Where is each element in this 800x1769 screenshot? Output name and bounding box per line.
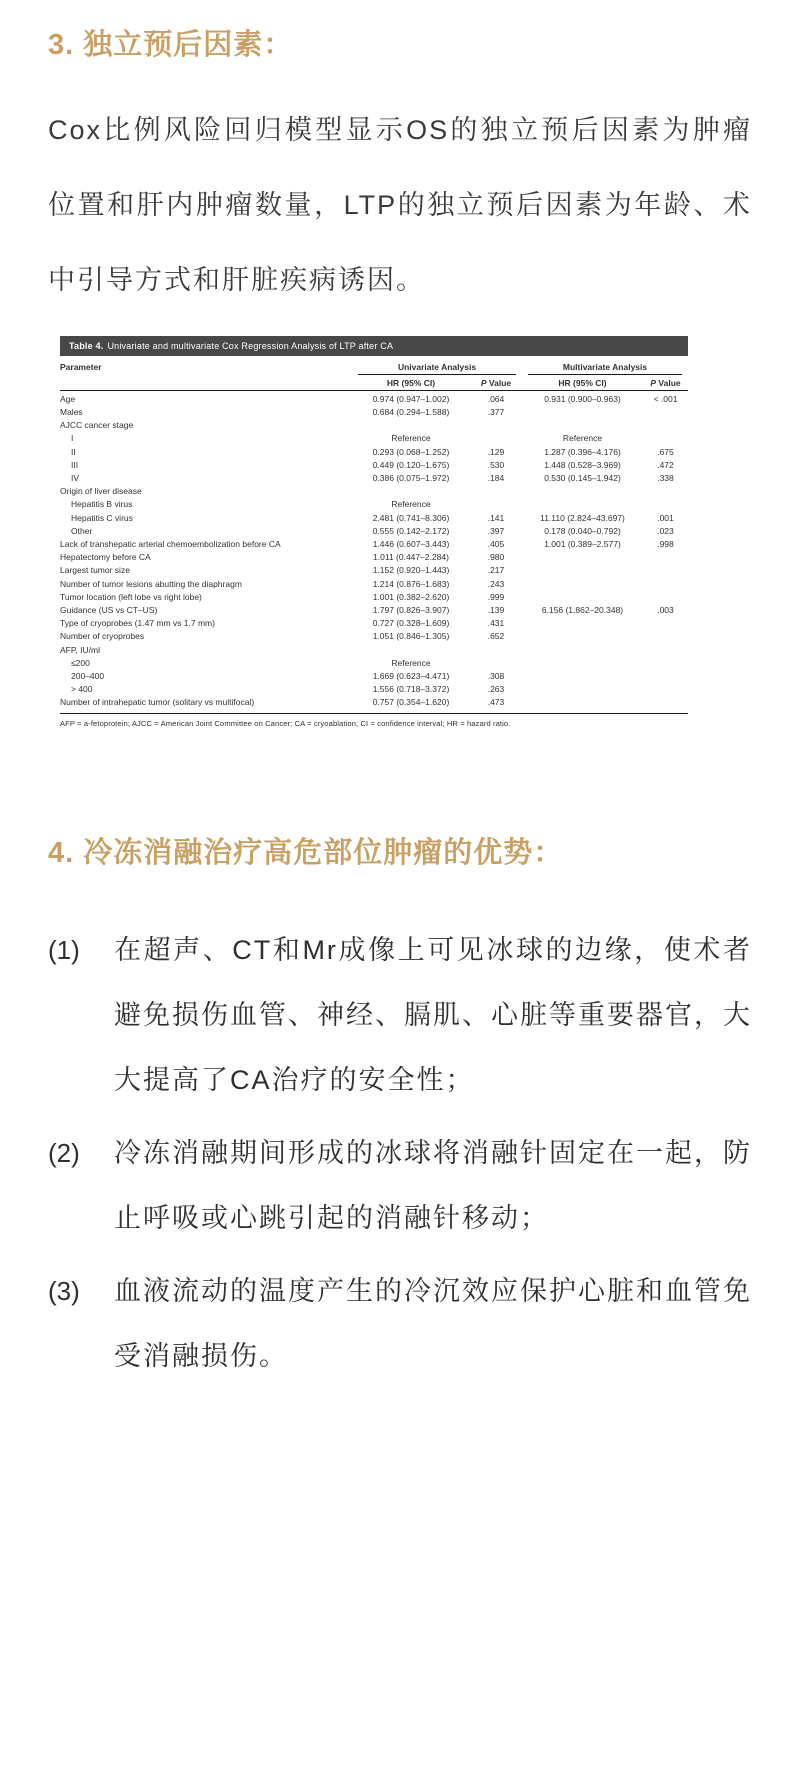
table-row (60, 578, 688, 591)
table-cell-value: 0.530 (0.145–1.942) (544, 473, 621, 484)
table-cell-value: 0.386 (0.075–1.972) (372, 473, 450, 484)
table-cell-parameter: Number of intrahepatic tumor (solitary vs multifocal) (60, 697, 255, 708)
table-cell-value: .999 (487, 591, 505, 602)
table-row (60, 683, 688, 696)
table-cell-value (522, 670, 643, 683)
table-cell-value: 0.727 (0.328–1.609) (372, 618, 450, 629)
table-cell-parameter: Largest tumor size (60, 565, 130, 576)
table-row (60, 551, 688, 564)
table-cell-value (643, 670, 688, 683)
table-cell-value: .129 (487, 446, 505, 457)
table-cell-parameter: Hepatectomy before CA (60, 552, 151, 563)
table-group-multivariate: Multivariate Analysis (528, 362, 682, 375)
table-cell-value: .472 (657, 459, 674, 470)
table-cell-value: .338 (657, 473, 674, 484)
table-cell-value: .023 (657, 525, 674, 536)
table-cell-value: .308 (487, 671, 505, 682)
table-cell-value (522, 644, 643, 657)
table-cell-parameter: Origin of liver disease (60, 486, 142, 497)
table-body (60, 391, 688, 714)
table-cell-value (643, 578, 688, 591)
table-cell-value (470, 657, 522, 670)
table-cell-value: 1.001 (0.389–2.577) (544, 539, 621, 550)
table-cell-parameter: Lack of transhepatic arterial chemoembolization before CA (60, 539, 281, 550)
table-cell-value: 1.556 (0.718–3.372) (372, 684, 450, 695)
table-cell-value: .243 (487, 578, 505, 589)
table-cell-value (352, 644, 470, 657)
table-cell-parameter: Age (60, 393, 76, 404)
table-row (60, 512, 688, 525)
table-cell-parameter: I (71, 433, 74, 444)
table-cell-value: 1.011 (0.447–2.284) (373, 552, 449, 563)
table-cell-value (643, 551, 688, 564)
table-cell-value: 0.293 (0.068–1.252) (372, 446, 450, 457)
table-row (60, 525, 688, 538)
table-cell-value (522, 485, 643, 498)
table-cell-value (643, 630, 688, 643)
table-cell-value: .998 (657, 539, 674, 550)
table-cell-value (643, 406, 688, 419)
table-cell-parameter: Guidance (US vs CT–US) (60, 605, 158, 616)
table-cell-value: .263 (487, 684, 505, 695)
table-cell-value: 0.757 (0.354–1.620) (372, 697, 450, 708)
list-item (48, 1259, 752, 1389)
table-cell-value: .003 (657, 605, 674, 616)
table-cell-parameter: Other (71, 525, 93, 536)
section3-heading: 3. 独立预后因素： (48, 29, 294, 61)
table-cell-parameter: AFP, IU/ml (60, 644, 100, 655)
table-cell-value (470, 419, 522, 432)
table-cell-parameter: II (71, 446, 76, 457)
table-cell-value (522, 657, 643, 670)
table-cell-parameter: Hepatitis C virus (71, 512, 133, 523)
table-cell-value: 1.214 (0.876–1.683) (372, 578, 450, 589)
table-cell-parameter: Type of cryoprobes (1.47 mm vs 1.7 mm) (60, 618, 215, 629)
table-cell-parameter: Number of cryoprobes (60, 631, 145, 642)
list-item-number: (3) (48, 1276, 80, 1307)
table-cell-value (522, 419, 643, 432)
table-row (60, 485, 688, 498)
table-cell-value: 1.287 (0.396–4.176) (544, 446, 621, 457)
table-cell-value: 11.110 (2.824–43.697) (540, 512, 625, 523)
table-title: Univariate and multivariate Cox Regression Analysis of LTP after CA (107, 340, 394, 351)
list-item-text: 血液流动的温度产生的冷沉效应保护心脏和血管免受消融损伤。 (114, 1276, 752, 1372)
table-cell-value (643, 696, 688, 709)
table-cell-value: .064 (487, 393, 505, 404)
table-cell-value: < .001 (653, 393, 678, 404)
table-cell-value: .001 (657, 512, 674, 523)
table-cell-value: .141 (487, 512, 505, 523)
table-cell-value (643, 419, 688, 432)
table-cell-value: 1.001 (0.382–2.620) (372, 591, 450, 602)
table-cell-value: .377 (487, 407, 505, 417)
table-row (60, 564, 688, 577)
table-cell-parameter: AJCC cancer stage (60, 420, 134, 431)
table-row (60, 591, 688, 604)
table-cell-value: 0.684 (0.294–1.588) (372, 407, 450, 417)
table-cell-value (470, 498, 522, 511)
list-item-text: 冷冻消融期间形成的冰球将消融针固定在一起，防止呼吸或心跳引起的消融针移动； (114, 1138, 752, 1234)
table-row (60, 406, 688, 419)
table-cell-value (643, 617, 688, 630)
table-cell-parameter: ≤200 (71, 657, 90, 668)
table-cell-value (470, 432, 522, 445)
advantages-list (48, 918, 752, 1389)
table-row (60, 644, 688, 657)
table-group-univariate: Univariate Analysis (358, 362, 516, 375)
table-cell-parameter: 200–400 (71, 671, 105, 682)
table-cell-value: 6.156 (1.862–20.348) (541, 605, 624, 616)
table-row (60, 670, 688, 683)
table-number: Table 4. (69, 340, 104, 351)
table-col-multi-p: P Value (650, 377, 681, 388)
table-cell-value (522, 406, 643, 419)
list-item-number: (1) (48, 935, 80, 966)
table-row (60, 419, 688, 432)
table-cell-value: .184 (487, 473, 505, 484)
table-cell-value: Reference (562, 433, 603, 444)
table-cell-value: .530 (487, 459, 505, 470)
table-subheader-row (60, 375, 688, 391)
table-cell-parameter: IV (71, 473, 80, 484)
table-cell-value (643, 683, 688, 696)
table-cell-value: Reference (391, 433, 431, 444)
table-row (60, 446, 688, 459)
table-row (60, 393, 688, 406)
table-title-bar (60, 336, 688, 356)
table-cell-value (522, 551, 643, 564)
cox-regression-table (60, 336, 688, 734)
table-cell-value (522, 696, 643, 709)
table-cell-value: .217 (487, 565, 505, 576)
table-cell-value (522, 591, 643, 604)
table-cell-value: 1.051 (0.846–1.305) (372, 631, 450, 642)
table-row (60, 459, 688, 472)
table-cell-value (643, 644, 688, 657)
table-cell-value (352, 485, 470, 498)
table-cell-parameter: Hepatitis B virus (71, 499, 133, 510)
table-cell-value: 0.931 (0.900–0.963) (544, 393, 621, 404)
table-row (60, 630, 688, 643)
table-row (60, 472, 688, 485)
table-col-parameter: Parameter (60, 361, 102, 372)
table-group-header-row (60, 362, 688, 375)
table-cell-parameter: > 400 (71, 684, 93, 695)
table-cell-value (643, 591, 688, 604)
table-cell-value: .405 (487, 539, 505, 550)
table-cell-value: 0.555 (0.142–2.172) (372, 525, 450, 536)
table-footnote: AFP = a-fetoprotein; AJCC = American Joint Committee on Cancer; CA = cryoablation; CI = confidence interval; HR = hazard ratio. (60, 718, 511, 728)
table-cell-value: 0.974 (0.947–1.002) (372, 393, 450, 404)
table-row (60, 498, 688, 511)
table-cell-value: 0.178 (0.040–0.792) (544, 525, 621, 536)
table-row (60, 604, 688, 617)
table-cell-value: Reference (391, 657, 431, 668)
table-cell-value (470, 644, 522, 657)
table-cell-value (522, 564, 643, 577)
table-cell-value: Reference (391, 499, 431, 510)
table-cell-value (643, 498, 688, 511)
section3-paragraph: Cox比例风险回归模型显示OS的独立预后因素为肿瘤位置和肝内肿瘤数量，LTP的独立预后因素为年龄、术中引导方式和肝脏疾病诱因。 (48, 114, 752, 295)
section4-heading: 4. 冷冻消融治疗高危部位肿瘤的优势： (48, 836, 564, 869)
table-col-uni-hr: HR (95% CI) (386, 377, 436, 388)
table-cell-value (643, 657, 688, 670)
list-item-text: 在超声、CT和Mr成像上可见冰球的边缘，使术者避免损伤血管、神经、膈肌、心脏等重要器官，大大提高了CA治疗的安全性； (114, 935, 752, 1096)
table-cell-value: .675 (657, 446, 674, 457)
table-row (60, 432, 688, 445)
table-row (60, 657, 688, 670)
table-cell-value (522, 630, 643, 643)
table-cell-value (643, 564, 688, 577)
table-cell-value: 1.448 (0.528–3.969) (544, 459, 621, 470)
table-cell-value (522, 578, 643, 591)
table-col-multi-hr: HR (95% CI) (558, 377, 607, 388)
table-cell-value (522, 617, 643, 630)
table-row (60, 538, 688, 551)
table-cell-value (643, 485, 688, 498)
table-cell-parameter: Number of tumor lesions abutting the diaphragm (60, 578, 242, 589)
table-col-uni-p: P Value (480, 377, 512, 388)
table-cell-value (643, 432, 688, 445)
list-item (48, 918, 752, 1113)
table-cell-value: .652 (487, 631, 505, 642)
table-cell-value: 1.446 (0.607–3.443) (372, 539, 450, 550)
table-cell-value (352, 419, 470, 432)
table-row (60, 617, 688, 630)
table-cell-value: .139 (487, 605, 505, 616)
table-cell-value: 2.481 (0.741–8.306) (372, 512, 450, 523)
table-cell-parameter: Tumor location (left lobe vs right lobe) (60, 591, 202, 602)
table-cell-parameter: Males (60, 407, 83, 417)
table-cell-value: 1.797 (0.826–3.907) (372, 605, 450, 616)
table-cell-value: 1.152 (0.920–1.443) (372, 565, 450, 576)
table-cell-value (522, 498, 643, 511)
table-cell-value: 1.669 (0.623–4.471) (372, 671, 450, 682)
table-cell-parameter: III (71, 459, 79, 470)
list-item-number: (2) (48, 1138, 80, 1169)
table-cell-value: .397 (487, 525, 505, 536)
table-cell-value: .980 (487, 552, 505, 563)
table-cell-value: .473 (487, 697, 505, 708)
table-cell-value (522, 683, 643, 696)
table-cell-value (470, 485, 522, 498)
table-cell-value: .431 (487, 618, 505, 629)
table-row (60, 696, 688, 709)
table-cell-value: 0.449 (0.120–1.675) (372, 459, 450, 470)
list-item (48, 1121, 752, 1251)
